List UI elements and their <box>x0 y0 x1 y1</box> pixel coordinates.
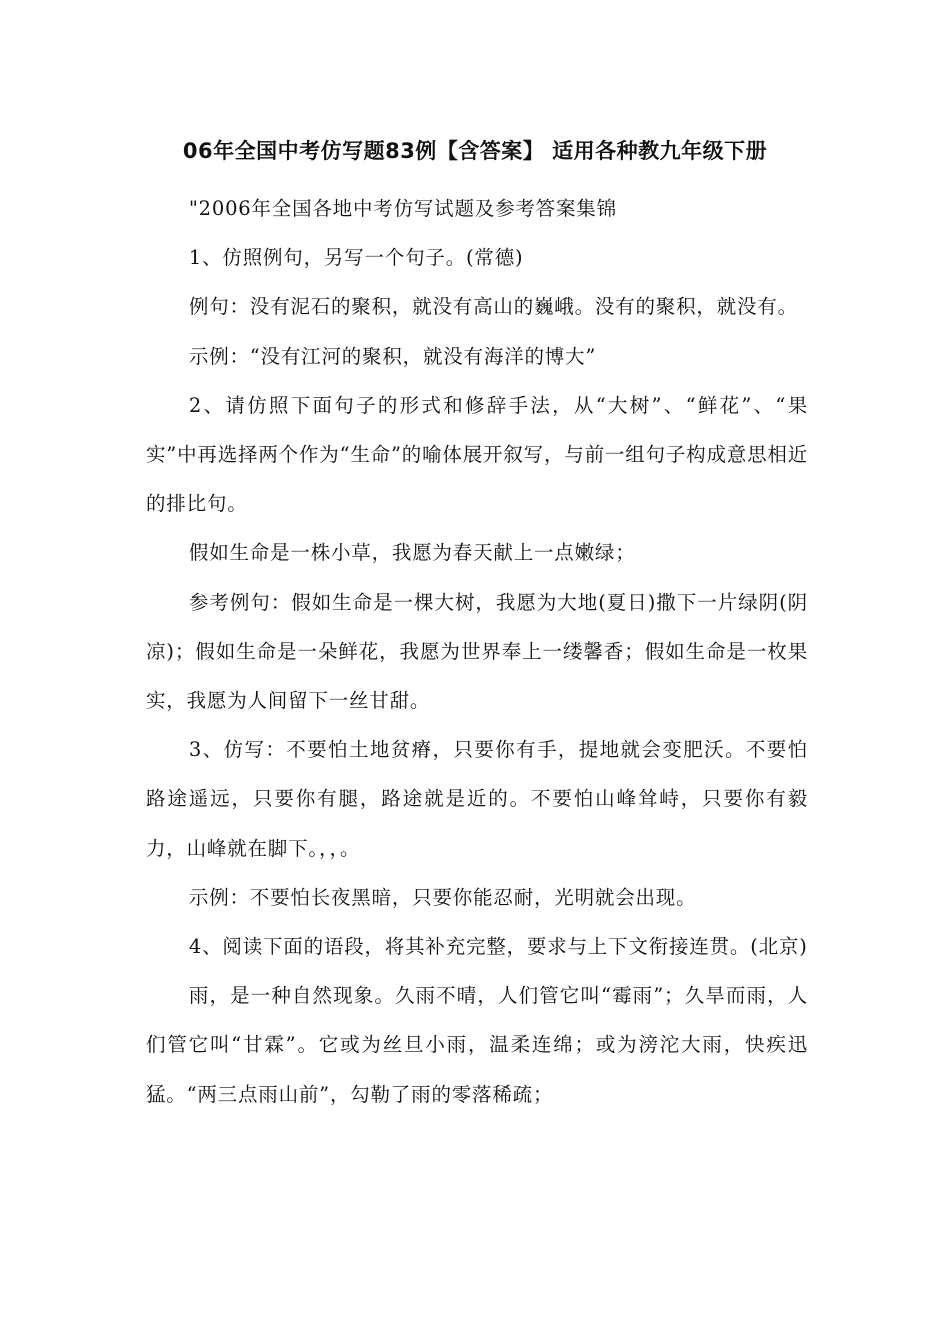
paragraph-answer-2: 参考例句：假如生命是一棵大树，我愿为大地(夏日)撒下一片绿阴(阴凉)；假如生命是一朵鲜花，我愿为世界奉上一缕馨香；假如生命是一枚果实，我愿为人间留下一丝甘甜。 <box>146 590 808 713</box>
paragraph-example-2: 假如生命是一株小草，我愿为春天献上一点嫩绿； <box>188 541 636 565</box>
paragraph-intro: "2006年全国各地中考仿写试题及参考答案集锦 <box>188 197 617 220</box>
paragraph-question-3: 3、仿写：不要怕土地贫瘠，只要你有手，提地就会变肥沃。不要怕路途遥远，只要你有腿，路途就是近的。不要怕山峰耸峙，只要你有毅力，山峰就在脚下。，，。 <box>146 738 808 860</box>
paragraph-question-1: 1、仿照例句，另写一个句子。(常德) <box>188 246 524 270</box>
paragraph-passage-4: 雨，是一种自然现象。久雨不晴，人们管它叫“霉雨”；久旱而雨，人们管它叫“甘霖”。它或为丝旦小雨，温柔连绵；或为滂沱大雨，快疾迅猛。“两三点雨山前”，勾勒了雨的零落稀疏； <box>146 984 808 1106</box>
paragraph-example-1: 例句：没有泥石的聚积，就没有高山的巍峨。没有的聚积，就没有。 <box>188 295 798 319</box>
paragraph-question-2: 2、请仿照下面句子的形式和修辞手法，从“大树”、“鲜花”、“果实”中再选择两个作为“生命”的喻体展开叙写，与前一组句子构成意思相近的排比句。 <box>146 393 808 516</box>
document-title: 06年全国中考仿写题83例【含答案】 适用各种教九年级下册 <box>182 139 768 163</box>
paragraph-answer-3: 示例：不要怕长夜黑暗，只要你能忍耐，光明就会出现。 <box>188 885 697 909</box>
paragraph-question-4: 4、阅读下面的语段，将其补充完整，要求与上下文衔接连贯。(北京) <box>188 935 808 959</box>
document-body <box>146 184 808 1119</box>
paragraph-answer-1: 示例：“没有江河的聚积，就没有海洋的博大” <box>188 344 597 368</box>
